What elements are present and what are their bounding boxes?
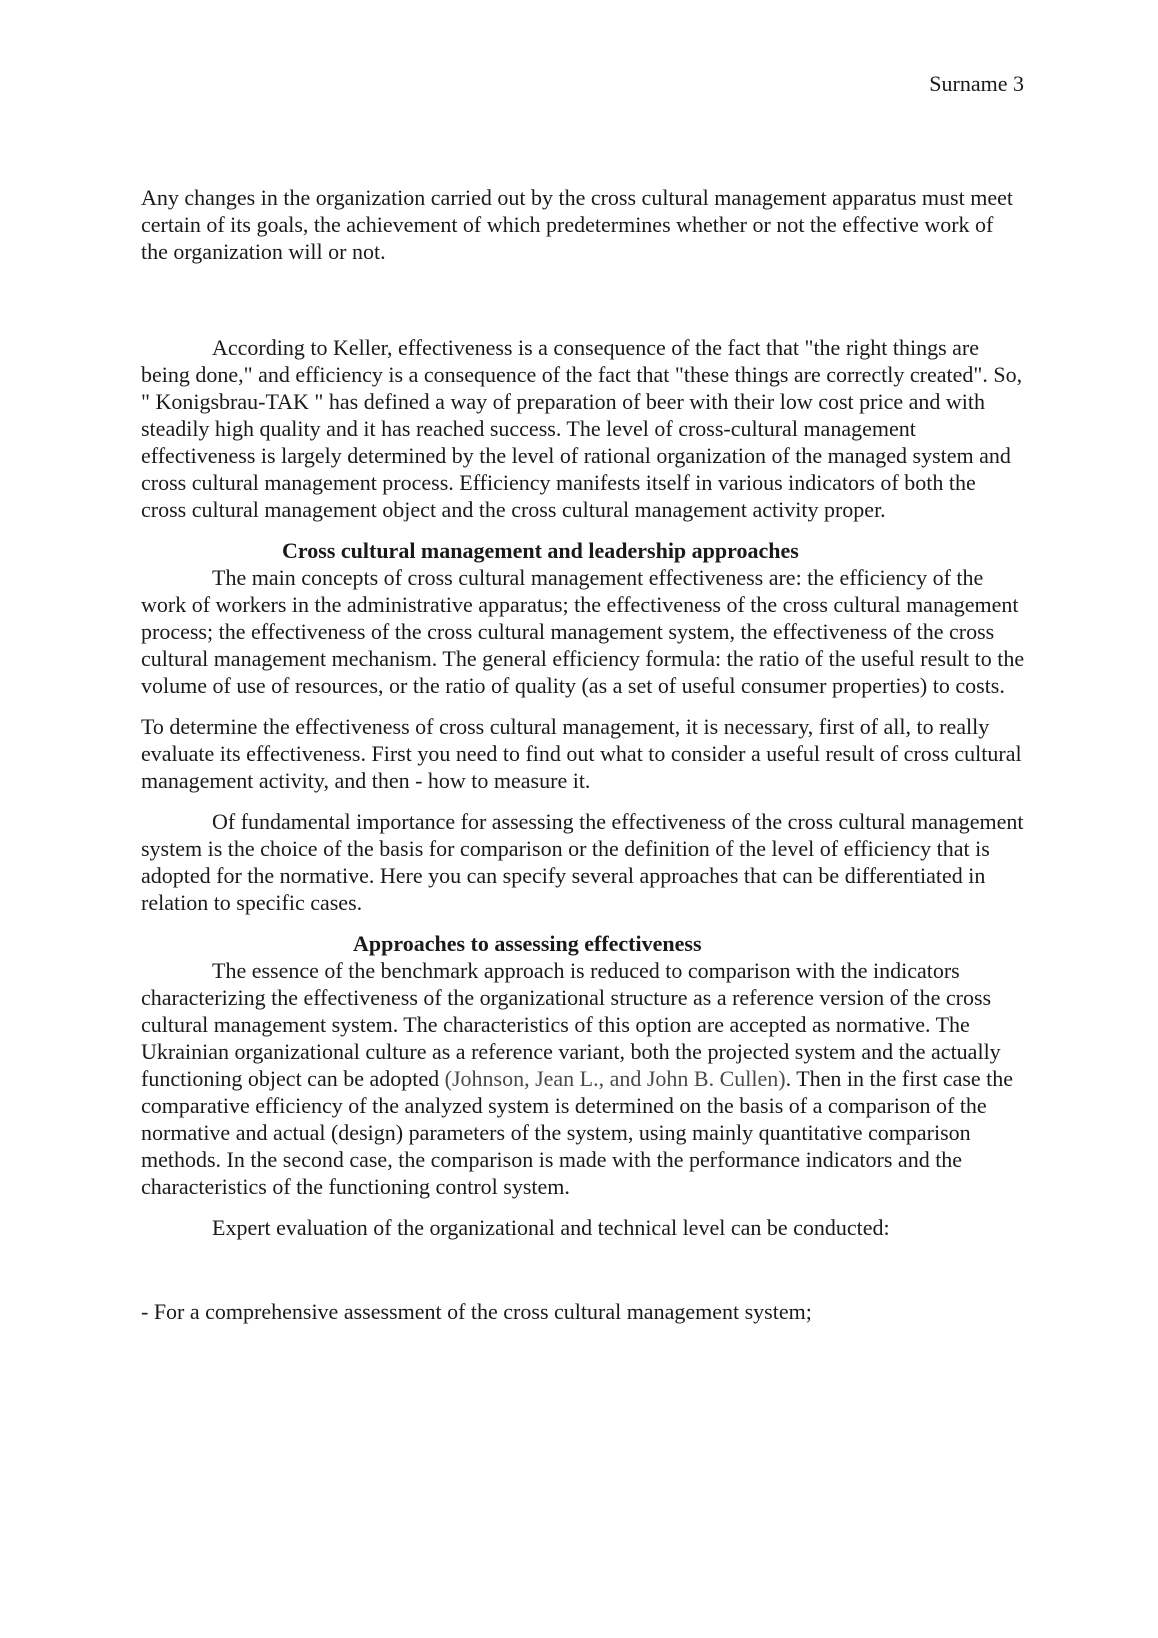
paragraph-fundamental-importance: Of fundamental importance for assessing the effectiveness of the cross cultural management system is the choice of the basis for comparison or the definition of the level of efficiency that is adopted for the normative. Here you can specify several approaches that can be differentiated in relation to specific cases.	[141, 809, 1024, 915]
benchmark-text-part2: . Then in the first case the comparative efficiency of the analyzed system is determined on the basis of a comparison of the normative and actual (design) parameters of the system, using mainly quantitative comparison methods. In the second case, the comparison is made with the performance indicators and the characteristics of the functioning control system.	[141, 1066, 1014, 1199]
section-heading-approaches: Approaches to assessing effectiveness	[353, 931, 702, 956]
paragraph-main-concepts: The main concepts of cross cultural management effectiveness are: the efficiency of the work of workers in the administrative apparatus; the effectiveness of the cross cultural management process; the effectiveness of the cross cultural management system, the effectiveness of the cross cultural management mechanism. The general efficiency formula: the ratio of the useful result to the volume of use of resources, or the ratio of quality (as a set of useful consumer properties) to costs.	[141, 565, 1025, 698]
paragraph-determine-effectiveness: To determine the effectiveness of cross cultural management, it is necessary, first of all, to really evaluate its effectiveness. First you need to find out what to consider a useful result of cross cultural management activity, and then - how to measure it.	[141, 714, 1022, 793]
paragraph-expert-evaluation: Expert evaluation of the organizational and technical level can be conducted:	[212, 1215, 890, 1240]
paragraph-keller: According to Keller, effectiveness is a consequence of the fact that "the right things are being done," and efficiency is a consequence of the fact that "these things are correctly created". So, " Konigsbrau-TAK " has defined a way of preparation of beer with their low cost price and with steadily high quality and it has reached success. The level of cross-cultural management effectiveness is largely determined by the level of rational organization of the managed system and cross cultural management process. Efficiency manifests itself in various indicators of both the cross cultural management object and the cross cultural management activity proper.	[141, 335, 1023, 522]
benchmark-text-part1: The essence of the benchmark approach is reduced to comparison with the indicators characterizing the effectiveness of the organizational structure as a reference version of the cross cultural management system. The characteristics of this option are accepted as normative. The Ukrainian organizational culture as a reference variant, both the projected system and the actually functioning object can be adopted	[141, 958, 1001, 1091]
paragraph-intro: Any changes in the organization carried out by the cross cultural management apparatus must meet certain of its goals, the achievement of which predetermines whether or not the effective work of the organization will or not.	[141, 185, 1013, 264]
citation: (Johnson, Jean L., and John B. Cullen)	[444, 1066, 786, 1091]
document-body	[141, 184, 1025, 1325]
section-heading-leadership: Cross cultural management and leadership approaches	[282, 538, 799, 563]
paragraph-benchmark-approach	[141, 957, 1025, 1200]
running-head: Surname 3	[929, 71, 1024, 96]
list-item-comprehensive-assessment: - For a comprehensive assessment of the cross cultural management system;	[141, 1299, 812, 1324]
